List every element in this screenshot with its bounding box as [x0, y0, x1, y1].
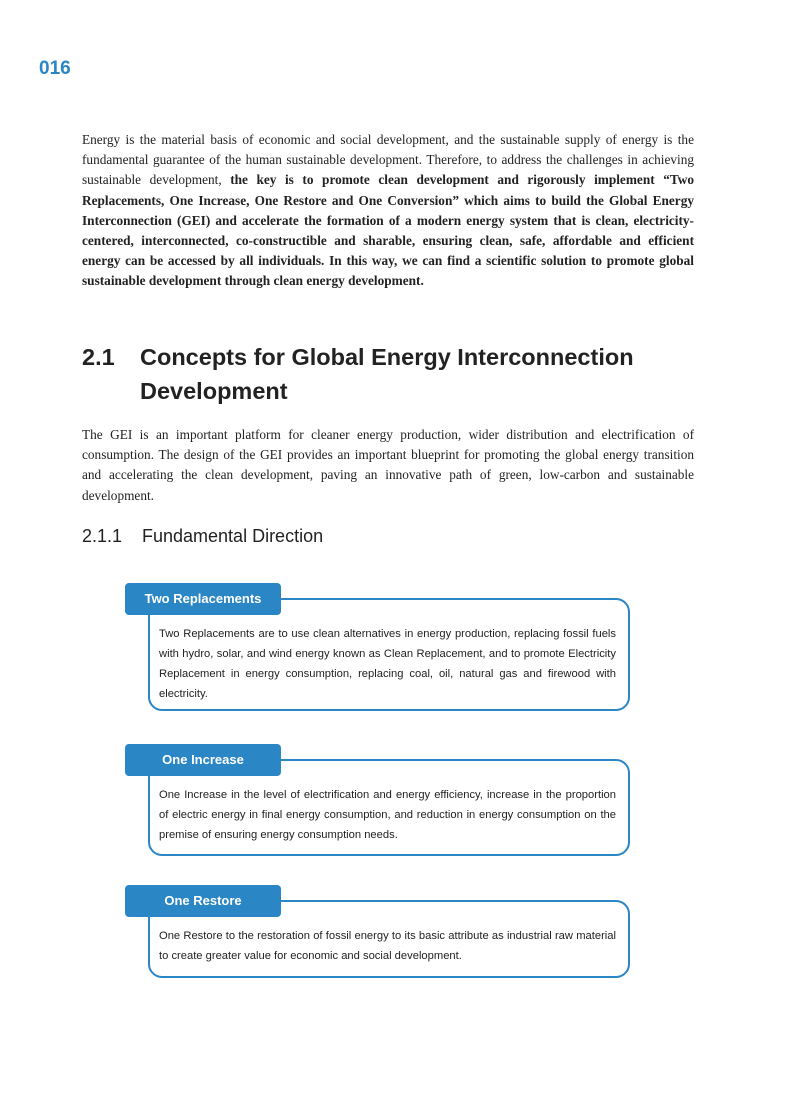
- subsection-number: 2.1.1: [82, 526, 123, 546]
- subsection-title: Fundamental Direction: [142, 526, 324, 546]
- section-heading: [82, 340, 660, 408]
- subsection-heading: [82, 526, 323, 547]
- section-number: 2.1: [82, 344, 115, 370]
- intro-normal: Energy is the material basis of economic and social development, and the sustainable supply of energy is the fundamental guarantee of the human sustainable development. Therefore, to address the challenges in achieving sustainable development,: [82, 132, 694, 188]
- box-one-increase: One Increase in the level of electrification and energy efficiency, increase in the proportion of electric energy in final energy consumption, and reduction in energy consumption on the premise of ensuring energy consumption needs.: [148, 759, 630, 856]
- box-one-restore: One Restore to the restoration of fossil energy to its basic attribute as industrial raw material to create greater value for economic and social development.: [148, 900, 630, 978]
- label-one-increase: One Increase: [125, 744, 281, 776]
- section-paragraph: The GEI is an important platform for cleaner energy production, wider distribution and electrification of consumption. The design of the GEI provides an important blueprint for promoting the global energy transition and accelerating the clean development, paving an innovative path of green, low-carbon and sustainable development.: [82, 427, 694, 503]
- page-number: 016: [39, 58, 71, 79]
- label-two-replacements: Two Replacements: [125, 583, 281, 615]
- intro-bold: the key is to promote clean development and rigorously implement “Two Replacements, One Increase, One Restore and One Conversion” which aims to build the Global Energy Interconnection (GEI) and accelerate the formation of a modern energy system that is clean, electricity-centered, interconnected, co-constructible and sharable, ensuring clean, safe, affordable and efficient energy can be accessed by all individuals. In this way, we can find a scientific solution to promote global sustainable development through clean energy development.: [82, 172, 694, 289]
- intro-paragraph: [82, 130, 694, 292]
- box-two-replacements: Two Replacements are to use clean alternatives in energy production, replacing fossil fuels with hydro, solar, and wind energy known as Clean Replacement, and to promote Electricity Replacement in energy consumption, replacing coal, oil, natural gas and firewood with electricity.: [148, 598, 630, 711]
- section-title: Concepts for Global Energy Interconnection Development: [140, 344, 634, 404]
- label-one-restore: One Restore: [125, 885, 281, 917]
